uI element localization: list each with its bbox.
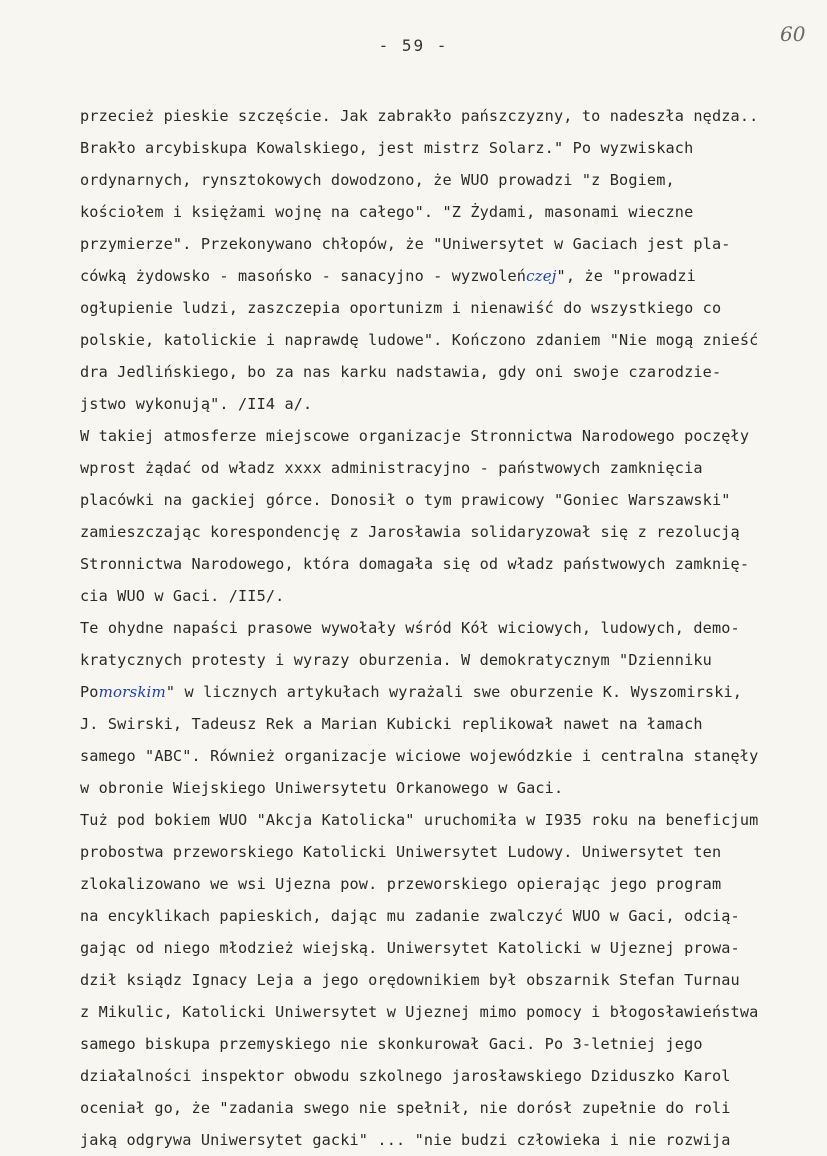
text-line: W takiej atmosferze miejscowe organizacje Stronnictwa Narodowego poczęły	[80, 427, 750, 445]
text-line: Te ohydne napaści prasowe wywołały wśród Kół wiciowych, ludowych, demo-	[80, 619, 740, 637]
text-line: przymierze". Przekonywano chłopów, że "Uniwersytet w Gaciach jest pla-	[80, 235, 731, 253]
text-line: samego biskupa przemyskiego nie skonkurował Gaci. Po 3-letniej jego	[80, 1035, 703, 1053]
text-line-with-correction	[80, 260, 825, 292]
text-line: ordynarnych, rynsztokowych dowodzono, że WUO prowadzi "z Bogiem,	[80, 171, 675, 189]
text-line: oceniał go, że "zadania swego nie spełnił, nie dorósł zupełnie do roli	[80, 1099, 731, 1117]
text-line: zlokalizowano we wsi Ujezna pow. przeworskiego opierając jego program	[80, 875, 722, 893]
text-line: Stronnictwa Narodowego, która domagała się od władz państwowych zamknię-	[80, 555, 750, 573]
handwritten-correction: morskim	[98, 683, 166, 701]
handwritten-correction: czej	[526, 267, 557, 285]
text-line: przecież pieskie szczęście. Jak zabrakło pańszczyzny, to nadeszła nędza..	[80, 107, 759, 125]
text-line: dził ksiądz Ignacy Leja a jego orędownikiem był obszarnik Stefan Turnau	[80, 971, 740, 989]
text-line: ogłupienie ludzi, zaszczepia oportunizm i nienawiść do wszystkiego co	[80, 299, 722, 317]
text-line: J. Swirski, Tadeusz Rek a Marian Kubicki replikował nawet na łamach	[80, 715, 703, 733]
text-line: kratycznych protesty i wyrazy oburzenia. W demokratycznym "Dzienniku	[80, 651, 712, 669]
text-line: działalności inspektor obwodu szkolnego jarosławskiego Dziduszko Karol	[80, 1067, 731, 1085]
text-line: zamieszczając korespondencję z Jarosławia solidaryzował się z rezolucją	[80, 523, 740, 541]
text-line: na encyklikach papieskich, dając mu zadanie zwalczyć WUO w Gaci, odcią-	[80, 907, 740, 925]
text-line: Brakło arcybiskupa Kowalskiego, jest mistrz Solarz." Po wyzwiskach	[80, 139, 694, 157]
text-line: probostwa przeworskiego Katolicki Uniwersytet Ludowy. Uniwersytet ten	[80, 843, 722, 861]
text-line: w obronie Wiejskiego Uniwersytetu Orkanowego w Gaci.	[80, 779, 564, 797]
text-line: samego "ABC". Również organizacje wiciowe wojewódzkie i centralna stanęły	[80, 747, 759, 765]
text-segment: " w licznych artykułach wyrażali swe oburzenie K. Wyszomirski,	[165, 683, 743, 701]
page-number: - 59 -	[378, 36, 449, 55]
text-line: Tuż pod bokiem WUO "Akcja Katolicka" uruchomiła w I935 roku na beneficjum	[80, 811, 759, 829]
text-line: placówki na gackiej górce. Donosił o tym prawicowy "Goniec Warszawski"	[80, 491, 731, 509]
body-text	[80, 100, 825, 1156]
text-line: gając od niego młodzież wiejską. Uniwersytet Katolicki w Ujeznej prowa-	[80, 939, 740, 957]
text-line: z Mikulic, Katolicki Uniwersytet w Ujeznej mimo pomocy i błogosławieństwa	[80, 1003, 759, 1021]
text-segment: cówką żydowsko - masońsko - sanacyjno - wyzwoleń	[80, 267, 527, 285]
text-line: polskie, katolickie i naprawdę ludowe". Kończono zdaniem "Nie mogą znieść	[80, 331, 759, 349]
text-line: jstwo wykonują". /II4 a/.	[80, 395, 313, 413]
text-line: cia WUO w Gaci. /II5/.	[80, 587, 285, 605]
text-segment: ", że "prowadzi	[556, 267, 696, 285]
text-line: kościołem i księżami wojnę na całego". "Z Żydami, masonami wieczne	[80, 203, 694, 221]
text-line-with-correction	[80, 676, 825, 708]
archive-page-number: 60	[780, 22, 806, 46]
text-line: dra Jedlińskiego, bo za nas karku nadstawia, gdy oni swoje czarodzie-	[80, 363, 722, 381]
text-line: wprost żądać od władz xxxx administracyjno - państwowych zamknięcia	[80, 459, 703, 477]
text-segment: Po	[80, 683, 99, 701]
text-line: jaką odgrywa Uniwersytet gacki" ... "nie budzi człowieka i nie rozwija	[80, 1131, 731, 1149]
